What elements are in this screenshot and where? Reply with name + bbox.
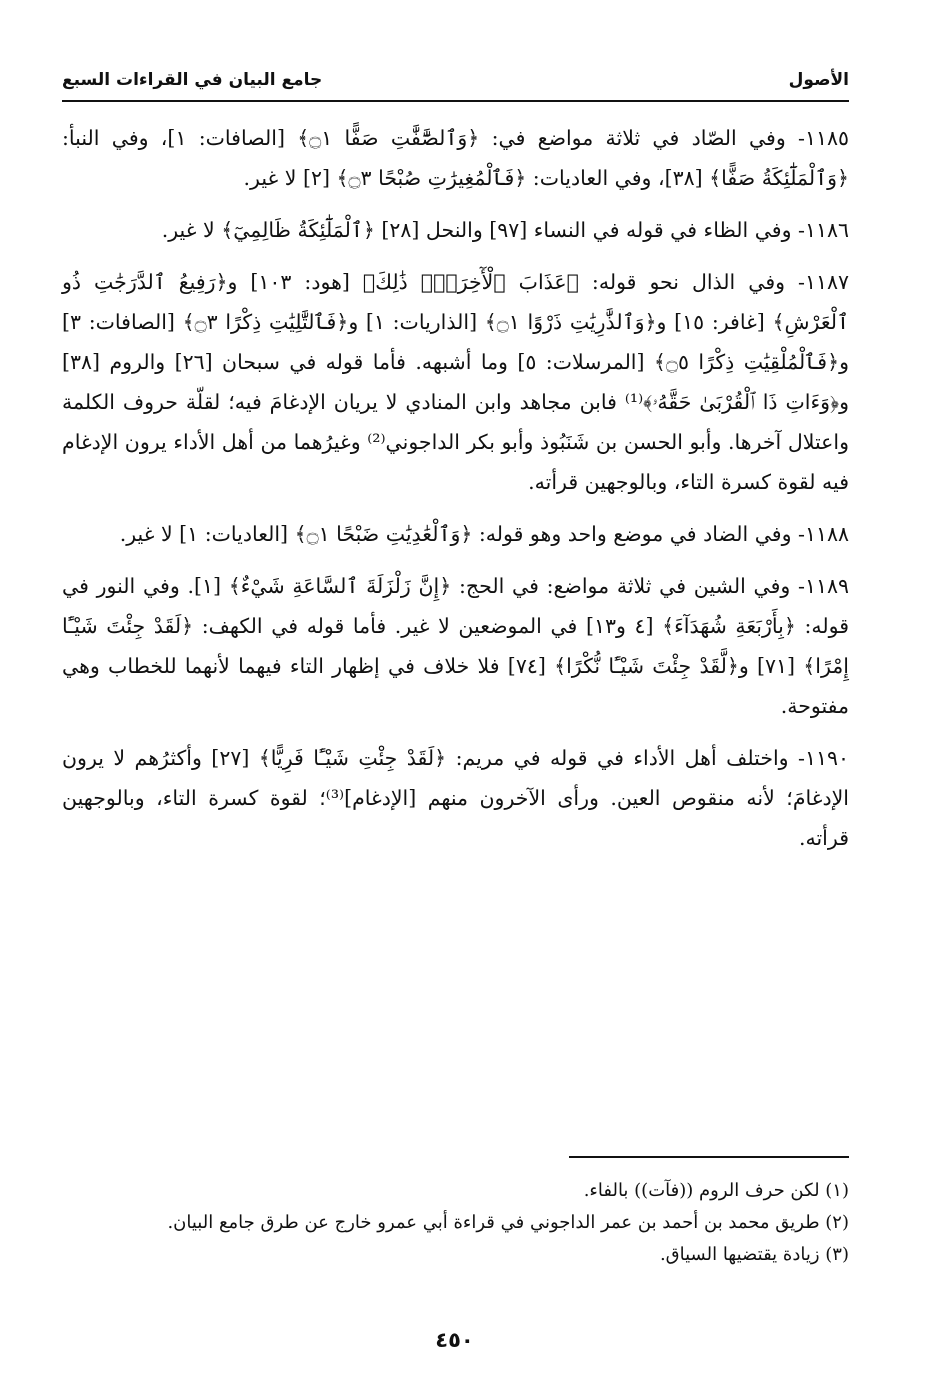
footnotes bbox=[62, 1176, 849, 1272]
page-number: ٤٥٠ bbox=[435, 1328, 474, 1352]
footnote-3: (٣) زيادة يقتضيها السياق. bbox=[659, 1244, 849, 1265]
running-header bbox=[62, 62, 849, 98]
header-rule bbox=[62, 100, 849, 102]
paragraph-1189: ١١٨٩- وفي الشين في ثلاثة مواضع: في الحج: ﴿إِنَّ زَلْزَلَةَ ٱلسَّاعَةِ شَيْءٌ﴾ [١]. وفي النور في قوله: ﴿بِأَرْبَعَةِ شُهَدَآءَ﴾ [٤ و١٣] في الموضعين لا غير. فأما قوله في الكهف: ﴿لَقَدْ جِئْتَ شَيْـًٔا إِمْرًا﴾ [٧١] و﴿لَّقَدْ جِئْتَ شَيْـًٔا نُّكْرًا﴾ [٧٤] فلا خلاف في إظهار التاء فيهما لأنهما للخطاب وهي مفتوحة. bbox=[62, 574, 849, 718]
paragraph-1190: ١١٩٠- واختلف أهل الأداء في قوله في مريم: ﴿لَقَدْ جِئْتِ شَيْـًٔا فَرِيًّا﴾ [٢٧] وأكثرُهم لا يرون الإدغامَ؛ لأنه منقوص العين. ورأى الآخرون منهم [الإدغام]⁽³⁾؛ لقوة كسرة التاء، وبالوجهين قرأته. bbox=[62, 746, 850, 850]
paragraph-1187: ١١٨٧- وفي الذال نحو قوله: ﴿عَذَابَ ٱلْأٓخِرَةِۚ ذَٰلِكَ﴾ [هود: ١٠٣] و﴿رَفِيعُ ٱلدَّرَجَٰتِ ذُو ٱلْعَرْشِ﴾ [غافر: ١٥] و﴿وَٱلذَّٰرِيَٰتِ ذَرْوًا ۝١﴾ [الذاريات: ١] و﴿فَٱلتَّٰلِيَٰتِ ذِكْرًا ۝٣﴾ [الصافات: ٣] و﴿فَٱلْمُلْقِيَٰتِ ذِكْرًا ۝٥﴾ [المرسلات: ٥] وما أشبهه. فأما قوله في سبحان [٢٦] والروم [٣٨] و﴿وَءَاتِ ذَا ٱلْقُرْبَىٰ حَقَّهُۥ﴾⁽¹⁾ فابن مجاهد وابن المنادي لا يريان الإدغامَ فيه؛ لقلّة حروف الكلمة واعتلال آخرها. وأبو الحسن بن شَنَبُوذ وأبو بكر الداجوني⁽²⁾ وغيرُهما من أهل الأداء يرون الإدغام فيه لقوة كسرة التاء، وبالوجهين قرأته. bbox=[62, 270, 849, 494]
footnote-1: (١) لكن حرف الروم ((فآت)) بالفاء. bbox=[583, 1180, 849, 1201]
header-book-title: جامع البيان في القراءات السبع bbox=[62, 70, 323, 90]
paragraph-1186: ١١٨٦- وفي الظاء في قوله في النساء [٩٧] والنحل [٢٨] ﴿ٱلْمَلَٰٓئِكَةُ ظَالِمِيٓ﴾ لا غير. bbox=[161, 218, 849, 242]
paragraph-1185: ١١٨٥- وفي الصّاد في ثلاثة مواضع في: ﴿وَٱلصَّٰٓفَّٰتِ صَفًّا ۝١﴾ [الصافات: ١]، وفي النبأ: ﴿وَٱلْمَلَٰٓئِكَةُ صَفًّا﴾ [٣٨]، وفي العاديات: ﴿فَٱلْمُغِيرَٰتِ صُبْحًا ۝٣﴾ [٢] لا غير. bbox=[62, 126, 850, 190]
footnote-rule bbox=[569, 1156, 849, 1158]
main-text bbox=[62, 118, 849, 870]
header-section-title: الأصول bbox=[788, 70, 849, 90]
footnote-2: (٢) طريق محمد بن أحمد بن عمر الداجوني في قراءة أبي عمرو خارج عن طرق جامع البيان. bbox=[167, 1212, 849, 1233]
paragraph-1188: ١١٨٨- وفي الضاد في موضع واحد وهو قوله: ﴿وَٱلْعَٰدِيَٰتِ ضَبْحًا ۝١﴾ [العاديات: ١] لا غير. bbox=[119, 522, 849, 546]
